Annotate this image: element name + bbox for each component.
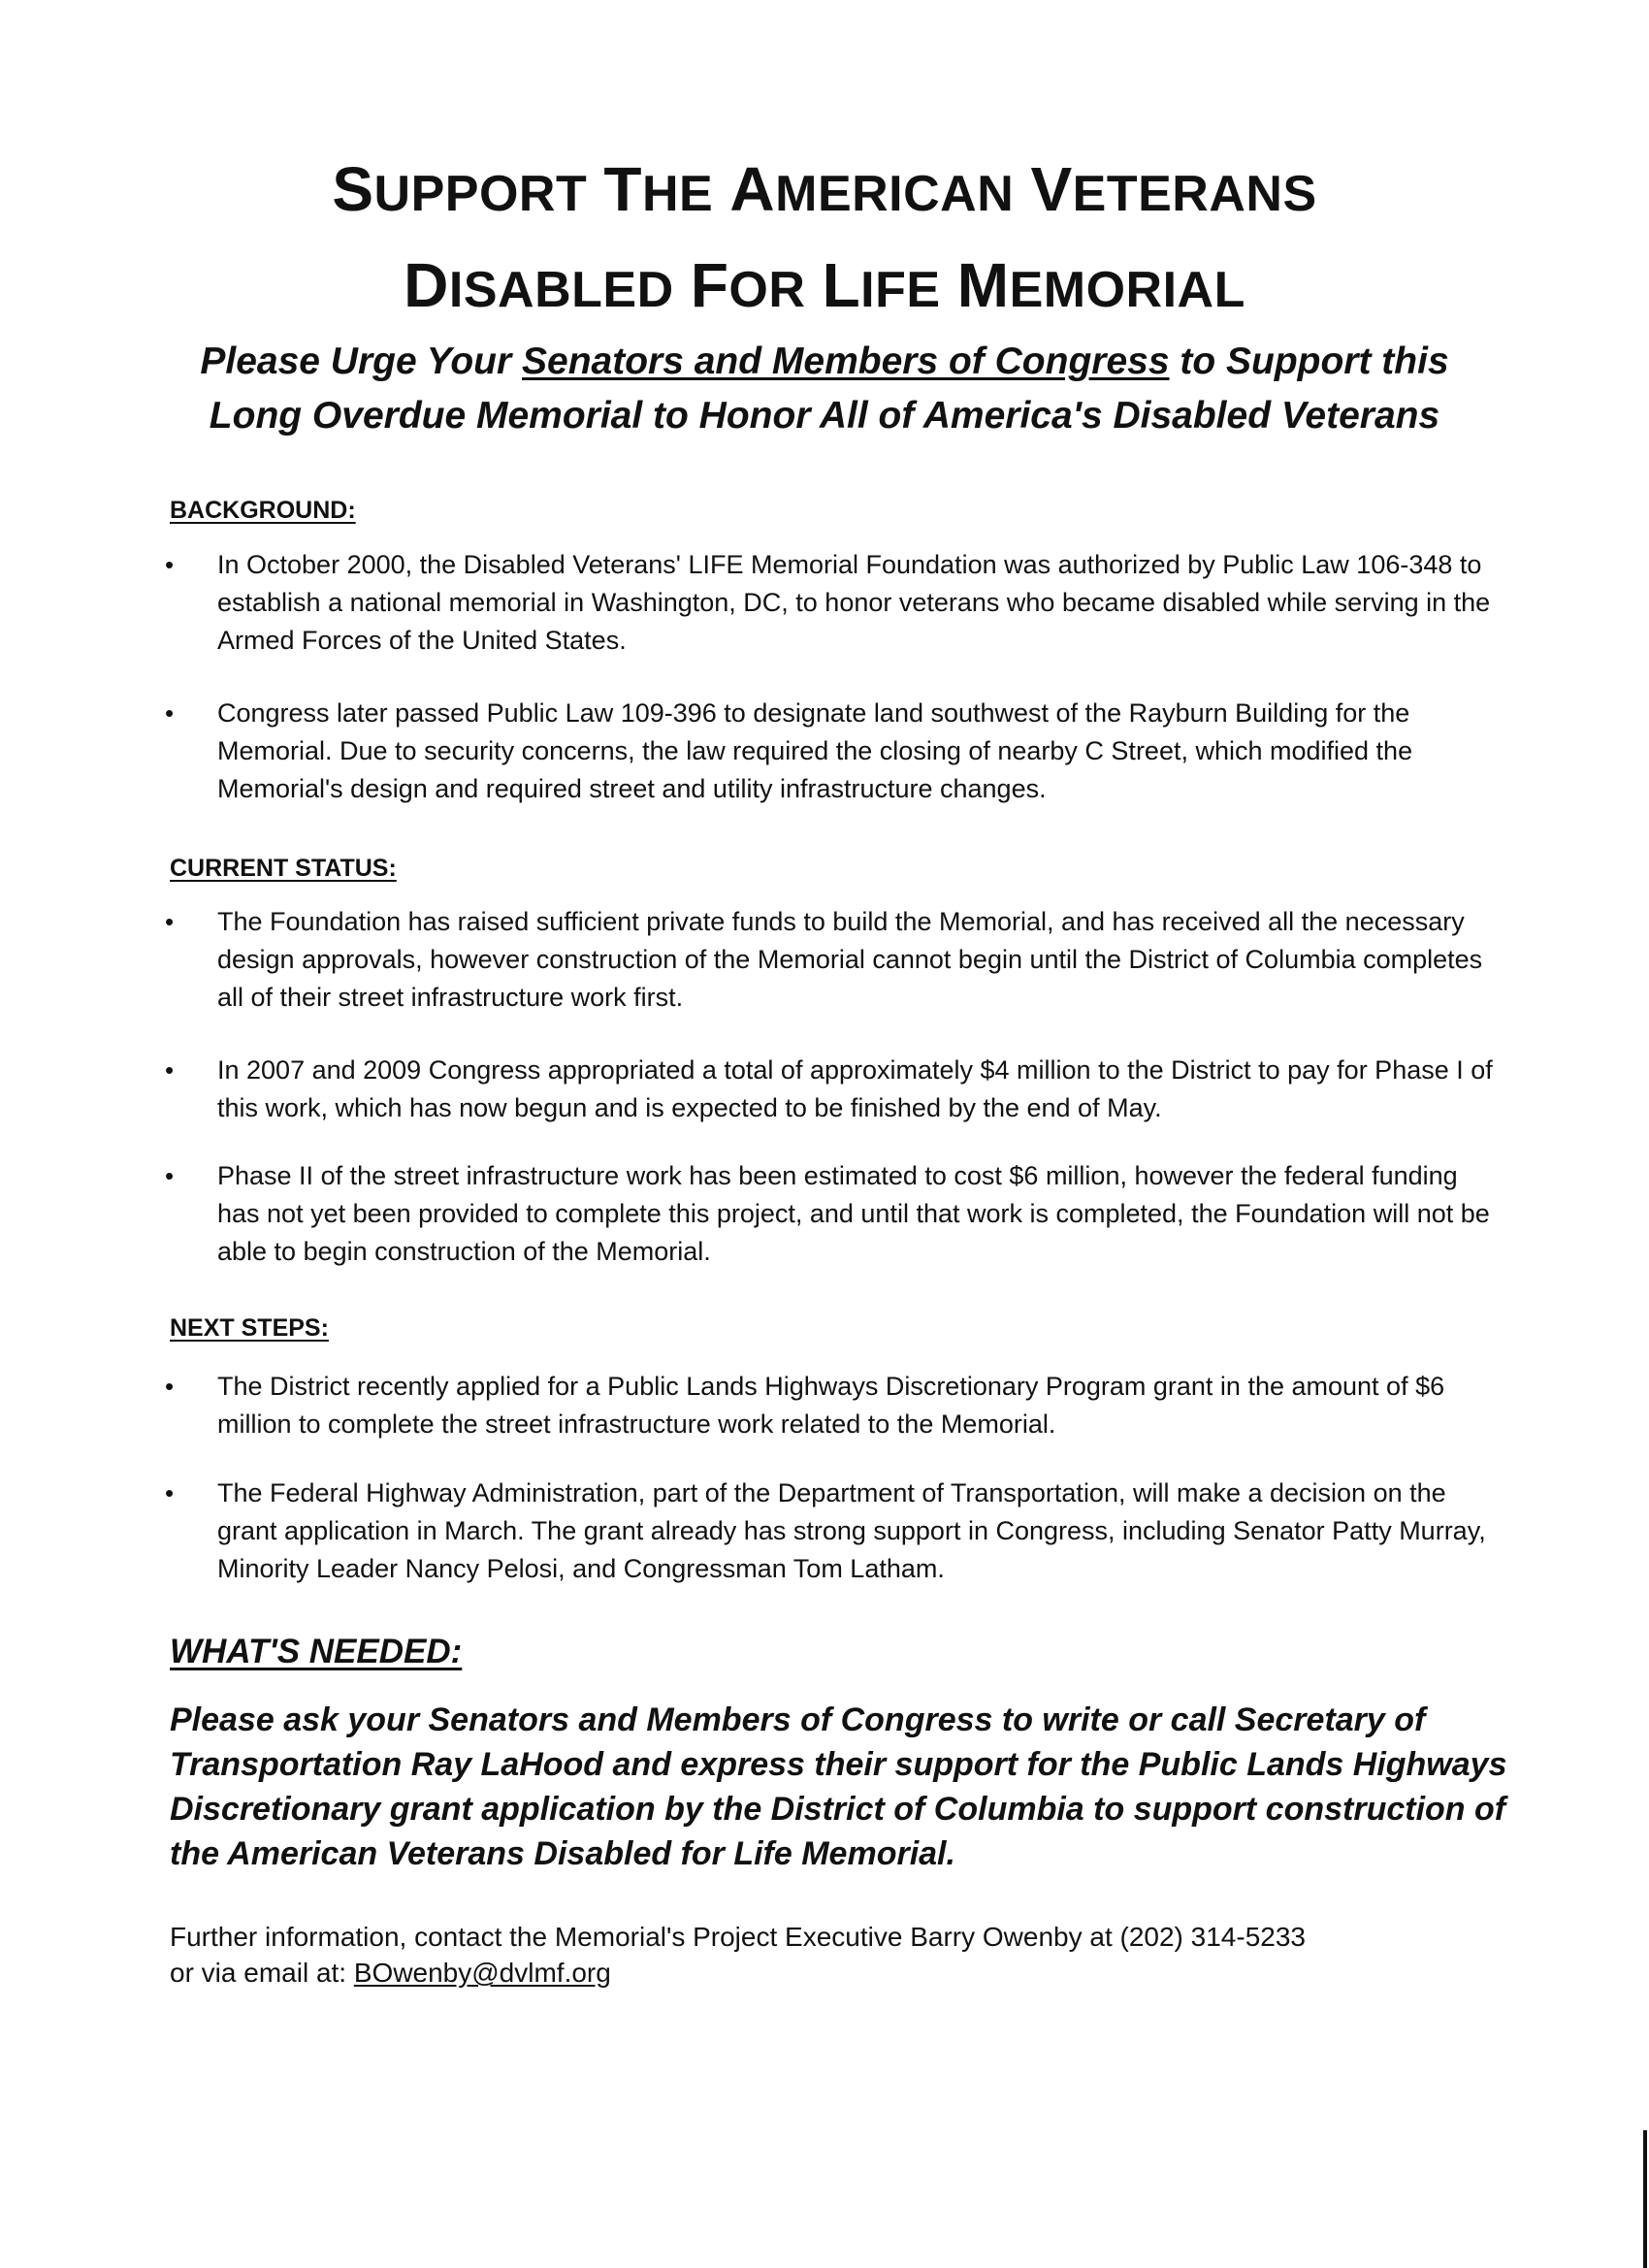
bullet-text: The Federal Highway Administration, part of the Department of Transportation, will make a decision on the grant application in March. The grant already has strong support in Congress, including Senator Patty Murray, Minority Leader Nancy Pelosi, and Congressman Tom Latham.	[217, 1478, 1486, 1583]
title-line-2-word-4-rest: EMORIAL	[1009, 262, 1245, 318]
title-line-1-word-4-rest: ETERANS	[1072, 166, 1317, 222]
bullet-text: Phase II of the street infrastructure work has been estimated to cost $6 million, however the federal funding has not yet been provided to complete this project, and until that work is completed, the Foundation will not be able to begin construction of the Memorial.	[217, 1161, 1490, 1266]
whats-needed-body: Please ask your Senators and Members of Congress to write or call Secretary of Transportation Ray LaHood and express their support for the Public Lands Highways Discretionary grant application by the District of Columbia to support construction of the American Veterans Disabled for Life Memorial.	[170, 1701, 1507, 1872]
bullet-icon: •	[165, 1055, 175, 1085]
bullet-icon: •	[165, 698, 175, 728]
bullet-text: In October 2000, the Disabled Veterans' LIFE Memorial Foundation was authorized by Public Law 106-348 to establish a national memorial in Washington, DC, to honor veterans who became disabled while serving in the Armed Forces of the United States.	[217, 550, 1491, 655]
title-line-1	[0, 154, 1649, 224]
title-line-2-word-4-initial: M	[956, 250, 1010, 320]
current-status-heading: CURRENT STATUS:	[170, 855, 397, 882]
subtitle-underlined: Senators and Members of Congress	[522, 340, 1170, 382]
whats-needed-heading: WHAT'S NEEDED:	[170, 1633, 463, 1670]
background-bullet-2	[165, 695, 1504, 808]
status-bullet-3	[165, 1157, 1504, 1271]
title-line-1-word-2-rest: HE	[641, 166, 714, 222]
title-line-1-word-3-initial: A	[729, 154, 776, 224]
subtitle-before: Please Urge Your	[200, 340, 523, 382]
next-steps-bullet-2	[165, 1474, 1504, 1588]
contact-line-1: Further information, contact the Memorial's Project Executive Barry Owenby at (202) 314-5233	[170, 1922, 1306, 1952]
bullet-text: The District recently applied for a Public Lands Highways Discretionary Program grant in the amount of $6 million to complete the street infrastructure work related to the Memorial.	[217, 1372, 1445, 1439]
bullet-text: Congress later passed Public Law 109-396 to designate land southwest of the Rayburn Building for the Memorial. Due to security concerns, the law required the closing of nearby C Street, which modified the Memorial's design and required street and utility infrastructure changes.	[217, 698, 1413, 803]
bullet-icon: •	[165, 907, 175, 936]
background-bullet-1	[165, 546, 1504, 660]
bullet-text: The Foundation has raised sufficient private funds to build the Memorial, and has received all the necessary design approvals, however construction of the Memorial cannot begin until the District of Columbia completes all of their street infrastructure work first.	[217, 907, 1483, 1012]
title-line-1-word-3-rest: MERICAN	[775, 166, 1015, 222]
background-heading: BACKGROUND:	[170, 497, 356, 524]
title-line-2-word-3-rest: IFE	[860, 262, 941, 318]
title-line-2-word-3-initial: L	[822, 250, 861, 320]
contact-email-link[interactable]: BOwenby@dvlmf.org	[353, 1958, 611, 1988]
bullet-icon: •	[165, 1161, 175, 1190]
title-line-2-word-2-rest: OR	[728, 262, 806, 318]
title-line-1-word-4-initial: V	[1030, 154, 1073, 224]
next-steps-bullet-1	[165, 1368, 1504, 1443]
title-line-2-word-1-rest: ISABLED	[448, 262, 674, 318]
title-line-2-word-1-initial: D	[404, 250, 449, 320]
title-line-1-word-1-rest: UPPORT	[373, 166, 588, 222]
scan-edge-mark	[1643, 2130, 1647, 2268]
title-line-2	[0, 250, 1649, 320]
title-line-2-word-2-initial: F	[690, 250, 729, 320]
title-line-1-word-2-initial: T	[603, 154, 642, 224]
bullet-icon: •	[165, 1372, 175, 1401]
contact-line-2-prefix: or via email at:	[170, 1958, 354, 1988]
title-line-1-word-1-initial: S	[332, 154, 374, 224]
subtitle	[0, 335, 1649, 443]
status-bullet-1	[165, 903, 1504, 1017]
bullet-icon: •	[165, 550, 175, 579]
status-bullet-2	[165, 1052, 1504, 1127]
bullet-icon: •	[165, 1478, 175, 1507]
next-steps-heading: NEXT STEPS:	[170, 1314, 329, 1342]
bullet-text: In 2007 and 2009 Congress appropriated a total of approximately $4 million to the District to pay for Phase I of this work, which has now begun and is expected to be finished by the end of May.	[217, 1055, 1493, 1122]
contact-info	[170, 1919, 1528, 1991]
subtitle-after: to Support this	[1169, 340, 1449, 382]
subtitle-line-2: Long Overdue Memorial to Honor All of America's Disabled Veterans	[209, 395, 1440, 437]
